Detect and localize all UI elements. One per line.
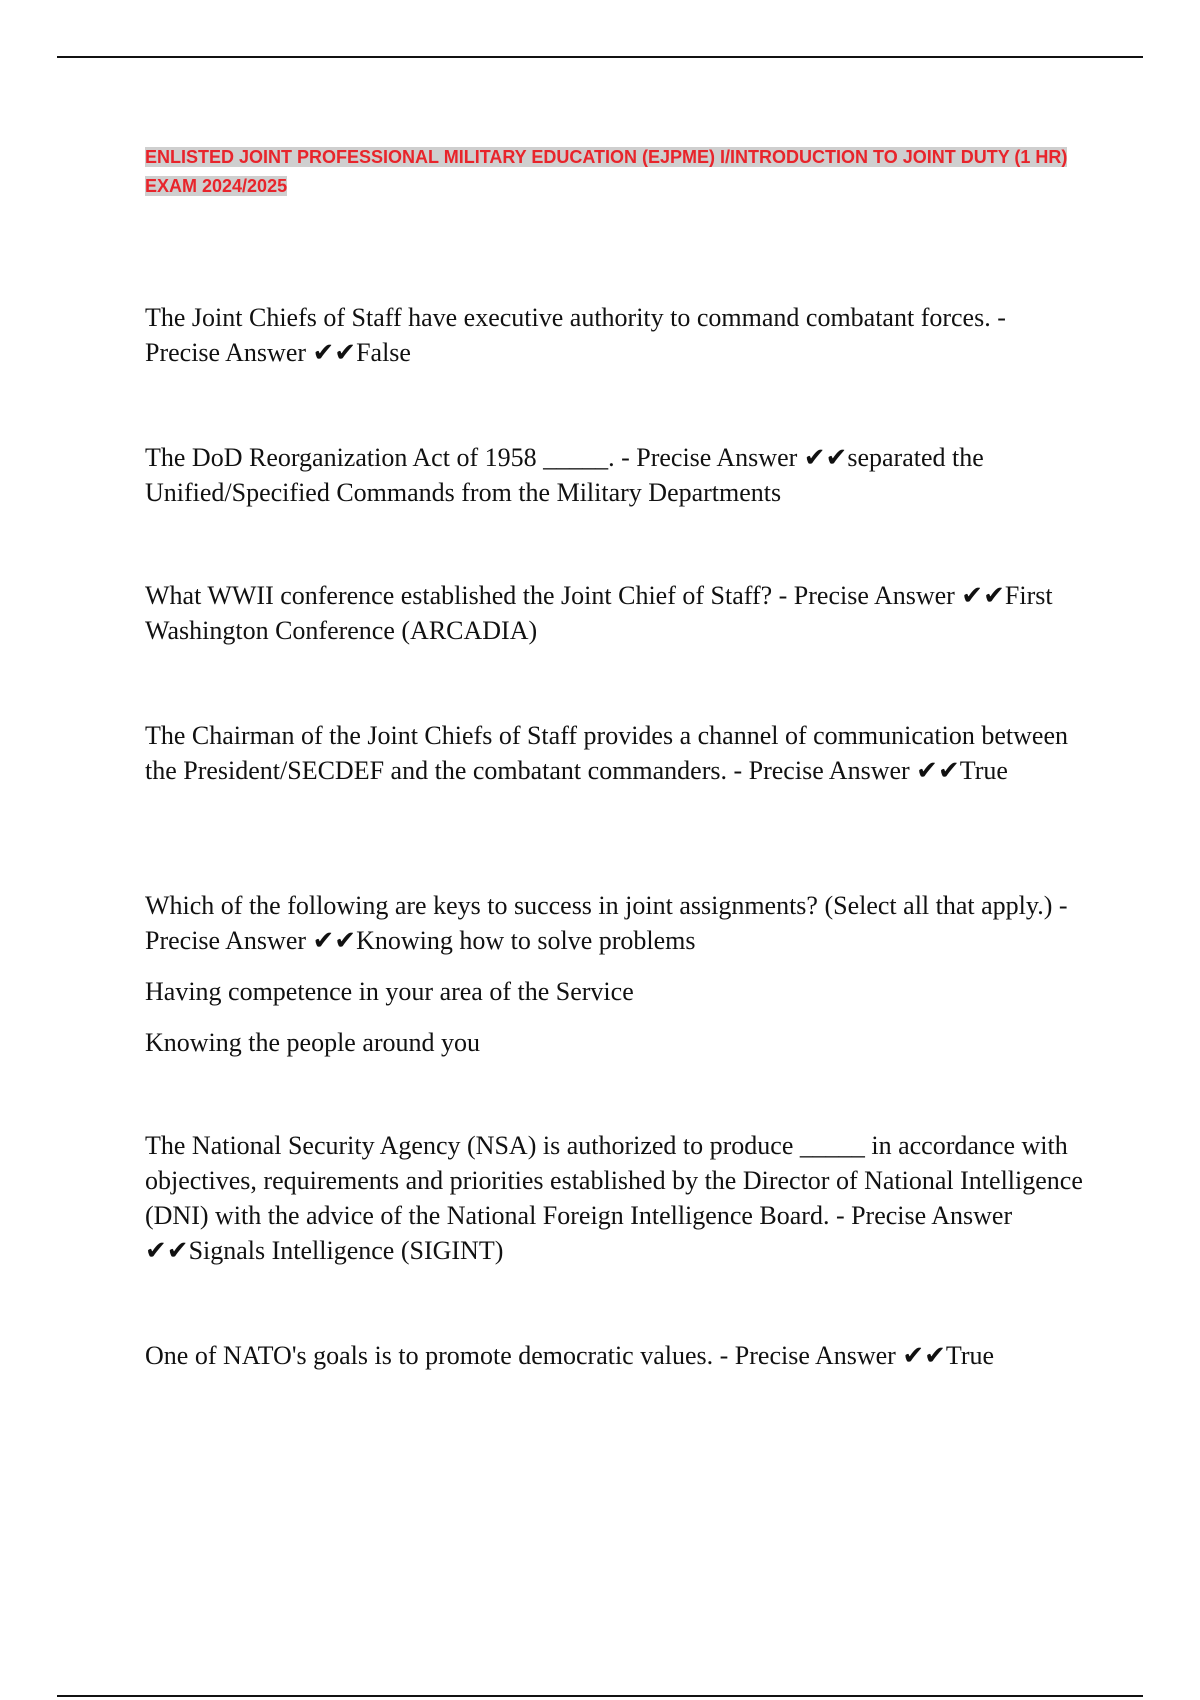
qa-item-2-text: The DoD Reorganization Act of 1958 _____. - Precise Answer ✔✔separated the Unified/Specified Commands from the Military Departments [145, 443, 984, 507]
qa-item-6-text: The National Security Agency (NSA) is authorized to produce _____ in accordance with objectives, requirements and priorities established by the Director of National Intelligence (DNI) with the advice of the National Foreign Intelligence Board. - Precise Answer ✔✔Signals Intelligence (SIGINT) [145, 1131, 1083, 1265]
qa-item-3-text: What WWII conference established the Joint Chief of Staff? - Precise Answer ✔✔First Washington Conference (ARCADIA) [145, 581, 1053, 645]
document-title-text: ENLISTED JOINT PROFESSIONAL MILITARY EDUCATION (EJPME) I/INTRODUCTION TO JOINT DUTY (1 HR) EXAM 2024/2025 [145, 147, 1068, 196]
qa-item-4 [145, 718, 1085, 788]
qa-item-1 [145, 300, 1085, 370]
qa-item-7-text: One of NATO's goals is to promote democratic values. - Precise Answer ✔✔True [145, 1341, 995, 1370]
qa-item-5-text: Which of the following are keys to success in joint assignments? (Select all that apply.) - Precise Answer ✔✔Knowing how to solve problems [145, 891, 1068, 955]
qa-item-2 [145, 440, 1085, 510]
document-title [145, 143, 1095, 201]
qa-item-1-text: The Joint Chiefs of Staff have executive authority to command combatant forces. - Precise Answer ✔✔False [145, 303, 1006, 367]
qa-item-6 [145, 1128, 1085, 1268]
bottom-divider [57, 1695, 1143, 1697]
qa-item-4-text: The Chairman of the Joint Chiefs of Staff provides a channel of communication between the President/SECDEF and the combatant commanders. - Precise Answer ✔✔True [145, 721, 1068, 785]
qa-item-5 [145, 888, 1085, 1060]
qa-item-5-answer-2: Having competence in your area of the Service [145, 977, 634, 1006]
top-divider [57, 56, 1143, 58]
qa-item-3 [145, 578, 1085, 648]
qa-item-7 [145, 1338, 1085, 1373]
qa-item-5-answer-3: Knowing the people around you [145, 1028, 481, 1057]
